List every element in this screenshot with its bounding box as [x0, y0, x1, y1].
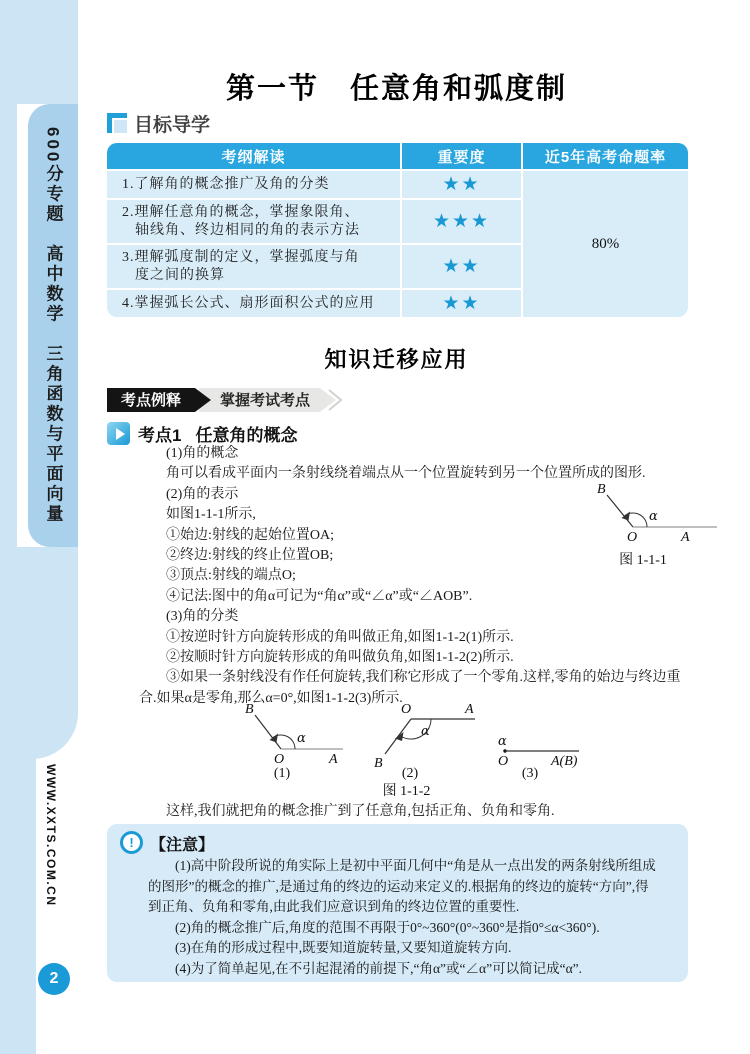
body-line: 这样,我们就把角的概念推广到了任意角,包括正角、负角和零角.	[166, 804, 555, 819]
svg-text:O: O	[274, 752, 285, 767]
note-line: 到正角、负角和零角,由此我们应意识到角的终边位置的重要性.	[148, 899, 520, 914]
body-line: 如图1-1-1所示,	[166, 507, 256, 523]
origin-label: O	[627, 530, 638, 545]
body-line: (3)角的分类	[166, 609, 239, 625]
body-line: (1)角的概念	[166, 446, 239, 461]
body-line: ③顶点:射线的端点O;	[166, 568, 296, 584]
svg-text:B: B	[245, 702, 254, 717]
sidebar-mid-band	[0, 547, 78, 759]
secondary-badge-label: 掌握考试考点	[219, 392, 311, 409]
exclamation-circle-icon: !	[120, 831, 143, 854]
sidebar-series-text: 600分专题 高中数学 三角函数与平面向量	[43, 126, 63, 525]
note-line: (3)在角的形成过程中,既要知道旋转量,又要知道旋转方向.	[175, 940, 512, 955]
syllabus-table	[107, 143, 688, 317]
body-line: ③如果一条射线没有作任何旋转,我们称它形成了一个零角.这样,零角的始边与终边重	[166, 670, 681, 686]
svg-text:A: A	[465, 702, 474, 717]
svg-text:α: α	[421, 724, 430, 739]
note-line: (2)角的概念推广后,角度的范围不再限于0°~360°(0°~360°是指0°≤α<360°).	[175, 919, 600, 935]
corner-fill	[114, 120, 127, 133]
importance-stars: ★★	[402, 290, 521, 317]
guide-label: 目标导学	[134, 114, 211, 136]
sidebar-top-band	[0, 0, 78, 104]
chapter-title: 第一节 任意角和弧度制	[225, 73, 567, 105]
svg-text:B: B	[374, 756, 383, 771]
svg-text:α: α	[498, 734, 507, 749]
body-line: 角可以看成平面内一条射线绕着端点从一个位置旋转到另一个位置所成的图形.	[166, 466, 646, 482]
vertex-label: B	[597, 482, 606, 497]
corner-square-icon	[107, 113, 127, 133]
topic-title: 任意角的概念	[195, 426, 298, 445]
importance-stars: ★★	[402, 171, 521, 198]
website-url-vertical: WWW.XXTS.COM.CN	[44, 764, 58, 907]
note-line: (4)为了简单起见,在不引起混淆的前提下,“角α”或“∠α”可以简记成“α”.	[175, 960, 583, 976]
table-row: 4.掌握弧长公式、扇形面积公式的应用	[107, 290, 400, 317]
exam-rate-value: 80%	[523, 171, 688, 317]
section-heading: 知识迁移应用	[324, 347, 469, 372]
svg-text:(1): (1)	[273, 766, 291, 781]
body-line: 合.如果α是零角,那么α=0°,如图1-1-2(3)所示.	[139, 690, 403, 706]
col-header-importance: 重要度	[402, 143, 521, 169]
note-line: (1)高中阶段所说的角实际上是初中平面几何中“角是从一点出发的两条射线所组成	[175, 858, 656, 873]
table-row: 3.理解弧度制的定义，掌握弧度与角 度之间的换算	[107, 245, 400, 288]
sidebar-series-tab	[28, 104, 78, 547]
page-number-badge	[38, 963, 70, 995]
page-number: 2	[49, 970, 59, 987]
table-row: 2.理解任意角的概念，掌握象限角、 轴线角、终边相同的角的表示方法	[107, 200, 400, 243]
svg-text:A: A	[329, 752, 338, 767]
note-line: 的图形”的概念的推广,是通过角的终边的运动来定义的.根据角的终边的旋转“方向”,得	[148, 878, 649, 894]
col-header-outline: 考纲解读	[107, 143, 400, 169]
play-arrow-icon	[107, 422, 130, 445]
body-line: ②按顺时针方向旋转形成的角叫做负角,如图1-1-2(2)所示.	[166, 650, 514, 666]
sidebar-bottom-strip	[0, 752, 36, 1054]
figure-caption: 图 1-1-2	[382, 784, 431, 799]
arc-arrowhead	[622, 512, 631, 521]
svg-text:(3): (3)	[521, 766, 539, 781]
note-title: 【注意】	[150, 837, 215, 854]
importance-stars: ★★★	[402, 200, 521, 243]
body-line: ①按逆时针方向旋转形成的角叫做正角,如图1-1-2(1)所示.	[166, 629, 514, 645]
ray-label: A	[681, 530, 690, 545]
angle-label: α	[649, 509, 658, 524]
svg-text:O: O	[498, 754, 509, 769]
figure-1-1-1	[583, 477, 719, 547]
svg-text:A(B): A(B)	[551, 754, 578, 769]
topic-number: 考点1	[138, 426, 182, 445]
badge-banner	[107, 387, 357, 413]
body-line: (2)角的表示	[166, 486, 239, 502]
sidebar-left-sliver	[0, 104, 17, 547]
guide-header	[107, 111, 210, 135]
body-line: ②终边:射线的终止位置OB;	[166, 548, 334, 564]
figure-1-1-2	[235, 697, 607, 781]
body-line: ①始边:射线的起始位置OA;	[166, 527, 334, 543]
svg-text:O: O	[401, 702, 412, 717]
topic-header	[107, 421, 297, 446]
svg-text:α: α	[297, 731, 306, 746]
svg-text:(2): (2)	[401, 766, 419, 781]
note-text	[148, 856, 682, 979]
figure-caption: 图 1-1-1	[619, 553, 667, 568]
col-header-exam-rate: 近5年高考命题率	[523, 143, 688, 169]
importance-stars: ★★	[402, 245, 521, 288]
primary-badge-label: 考点例释	[120, 392, 182, 409]
table-row: 1.了解角的概念推广及角的分类	[107, 171, 400, 198]
body-line: ④记法:图中的角α可记为“角α”或“∠α”或“∠AOB”.	[166, 588, 473, 604]
